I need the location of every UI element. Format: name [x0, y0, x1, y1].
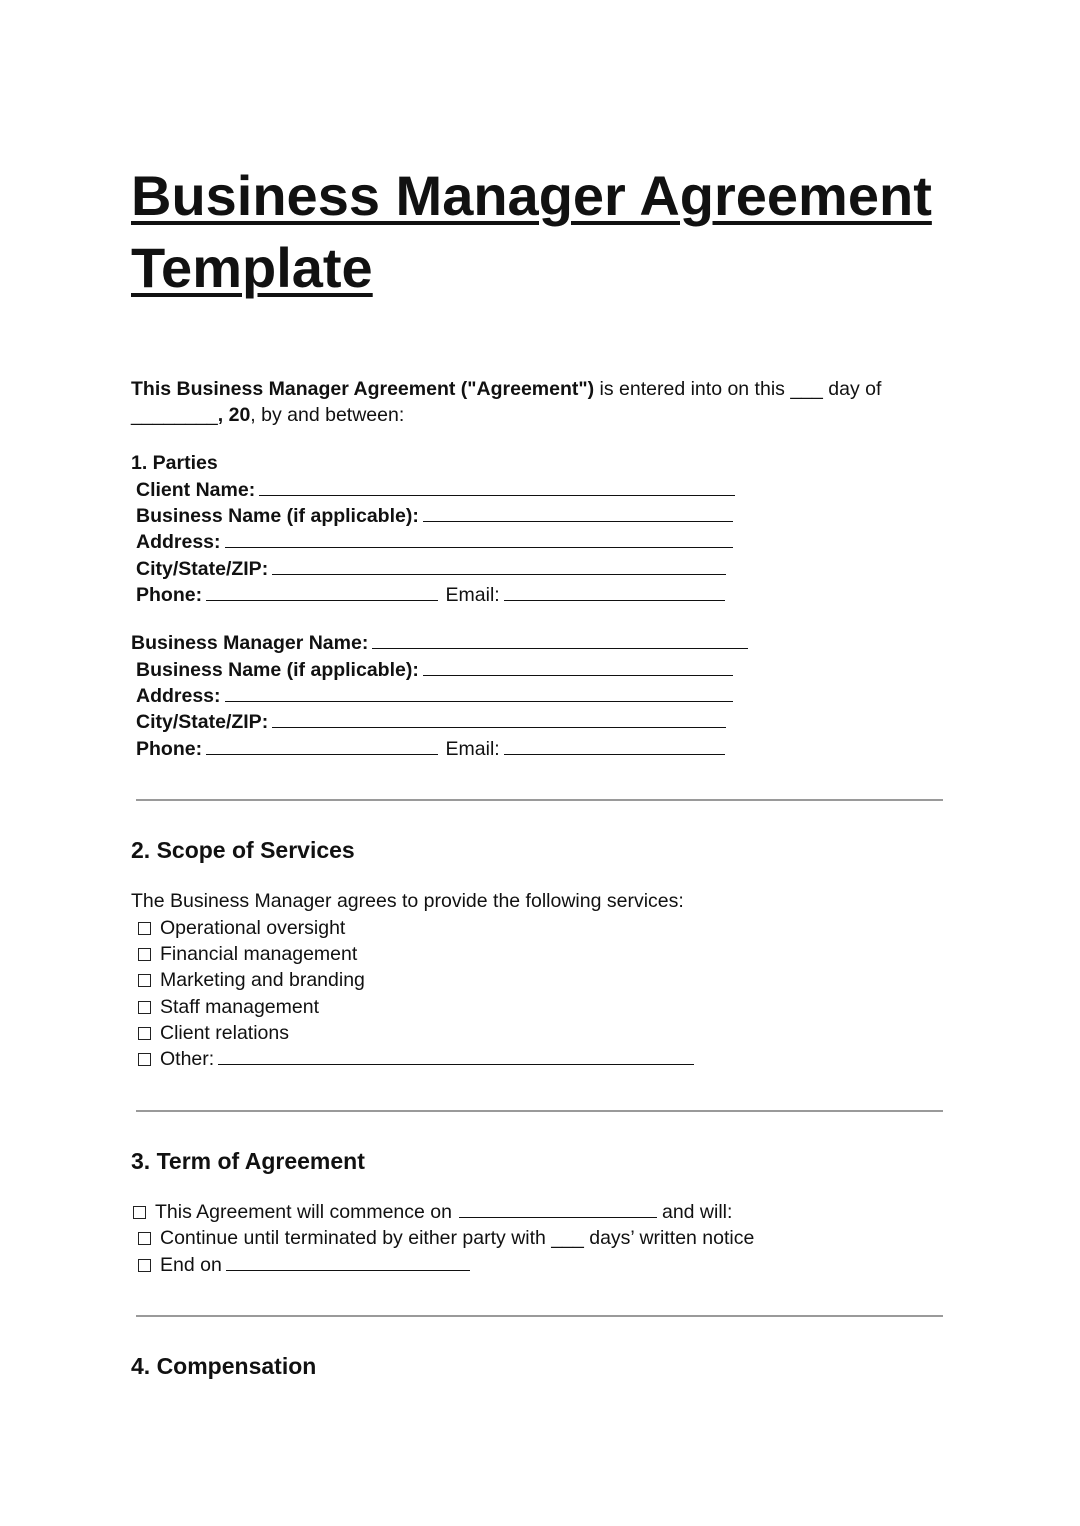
manager-business-field[interactable]: [423, 657, 733, 676]
checkbox[interactable]: [138, 948, 151, 961]
manager-business-label: Business Name (if applicable):: [136, 659, 419, 681]
scope-item: [138, 967, 365, 993]
checkbox[interactable]: [138, 922, 151, 935]
scope-intro: The Business Manager agrees to provide the following services:: [131, 890, 684, 912]
checkbox[interactable]: [138, 1259, 151, 1272]
manager-city-row: [136, 709, 726, 735]
intro-month-blank: ________: [131, 404, 218, 426]
intro-bold: This Business Manager Agreement ("Agreement"): [131, 378, 595, 400]
checkbox[interactable]: [138, 974, 151, 987]
client-email-label: Email:: [445, 584, 500, 606]
client-city-label: City/State/ZIP:: [136, 558, 269, 580]
client-name-row: [136, 477, 735, 503]
term-heading: 3. Term of Agreement: [131, 1148, 365, 1174]
manager-address-field[interactable]: [225, 683, 733, 702]
client-phone-label: Phone:: [136, 584, 203, 606]
scope-item-label: Operational oversight: [160, 917, 346, 939]
client-address-field[interactable]: [225, 529, 733, 548]
checkbox[interactable]: [138, 1232, 151, 1245]
commence-date-field[interactable]: [459, 1199, 657, 1218]
client-email-field[interactable]: [504, 582, 725, 601]
compensation-heading: 4. Compensation: [131, 1353, 317, 1379]
checkbox[interactable]: [133, 1206, 146, 1219]
term-commence-text: This Agreement will commence on: [155, 1201, 452, 1223]
client-business-field[interactable]: [423, 503, 733, 522]
term-continue-text: Continue until terminated by either party with ___ days’ written notice: [160, 1227, 755, 1249]
scope-other-field[interactable]: [218, 1046, 694, 1065]
scope-heading: 2. Scope of Services: [131, 837, 355, 863]
end-date-field[interactable]: [226, 1252, 470, 1271]
client-city-row: [136, 556, 726, 582]
parties-heading: 1. Parties: [131, 452, 218, 474]
scope-item-label: Marketing and branding: [160, 969, 365, 991]
scope-item: [138, 915, 345, 941]
client-phone-row: [136, 582, 725, 608]
manager-phone-label: Phone:: [136, 738, 203, 760]
term-end-row: [138, 1252, 470, 1278]
manager-business-row: [136, 657, 733, 683]
client-address-row: [136, 529, 733, 555]
manager-phone-field[interactable]: [206, 736, 438, 755]
term-continue-row: [138, 1225, 754, 1251]
term-end-text: End on: [160, 1254, 222, 1276]
client-address-label: Address:: [136, 531, 221, 553]
client-business-row: [136, 503, 733, 529]
manager-name-field[interactable]: [372, 630, 748, 649]
manager-address-row: [136, 683, 733, 709]
checkbox[interactable]: [138, 1053, 151, 1066]
section-divider: [136, 1110, 943, 1112]
section-divider: [136, 1315, 943, 1317]
manager-phone-row: [136, 736, 725, 762]
section-divider: [136, 799, 943, 801]
client-name-field[interactable]: [259, 477, 735, 496]
term-commence-suffix: and will:: [661, 1201, 733, 1223]
scope-item: [138, 941, 357, 967]
manager-city-label: City/State/ZIP:: [136, 711, 269, 733]
manager-address-label: Address:: [136, 685, 221, 707]
scope-item: [138, 1020, 289, 1046]
manager-email-field[interactable]: [504, 736, 725, 755]
client-city-field[interactable]: [272, 556, 726, 575]
manager-name-label: Business Manager Name:: [131, 632, 369, 654]
intro-between: , by and between:: [250, 404, 405, 426]
scope-item-label: Other:: [160, 1048, 215, 1070]
manager-city-field[interactable]: [272, 709, 726, 728]
document-title: Business Manager Agreement Template: [131, 164, 932, 299]
manager-name-row: [131, 630, 748, 656]
intro-line-2: [131, 402, 404, 428]
client-phone-field[interactable]: [206, 582, 438, 601]
intro-line-1: [131, 376, 881, 402]
intro-text: is entered into on this ___ day of: [594, 378, 882, 400]
scope-item-label: Financial management: [160, 943, 358, 965]
client-business-label: Business Name (if applicable):: [136, 505, 419, 527]
scope-item-label: Staff management: [160, 996, 319, 1018]
manager-email-label: Email:: [445, 738, 500, 760]
checkbox[interactable]: [138, 1001, 151, 1014]
scope-item: [138, 994, 319, 1020]
checkbox[interactable]: [138, 1027, 151, 1040]
term-commence-row: [133, 1199, 732, 1225]
intro-year: , 20: [217, 404, 251, 426]
scope-item-other: [138, 1046, 694, 1072]
client-name-label: Client Name:: [136, 479, 256, 501]
scope-item-label: Client relations: [160, 1022, 289, 1044]
